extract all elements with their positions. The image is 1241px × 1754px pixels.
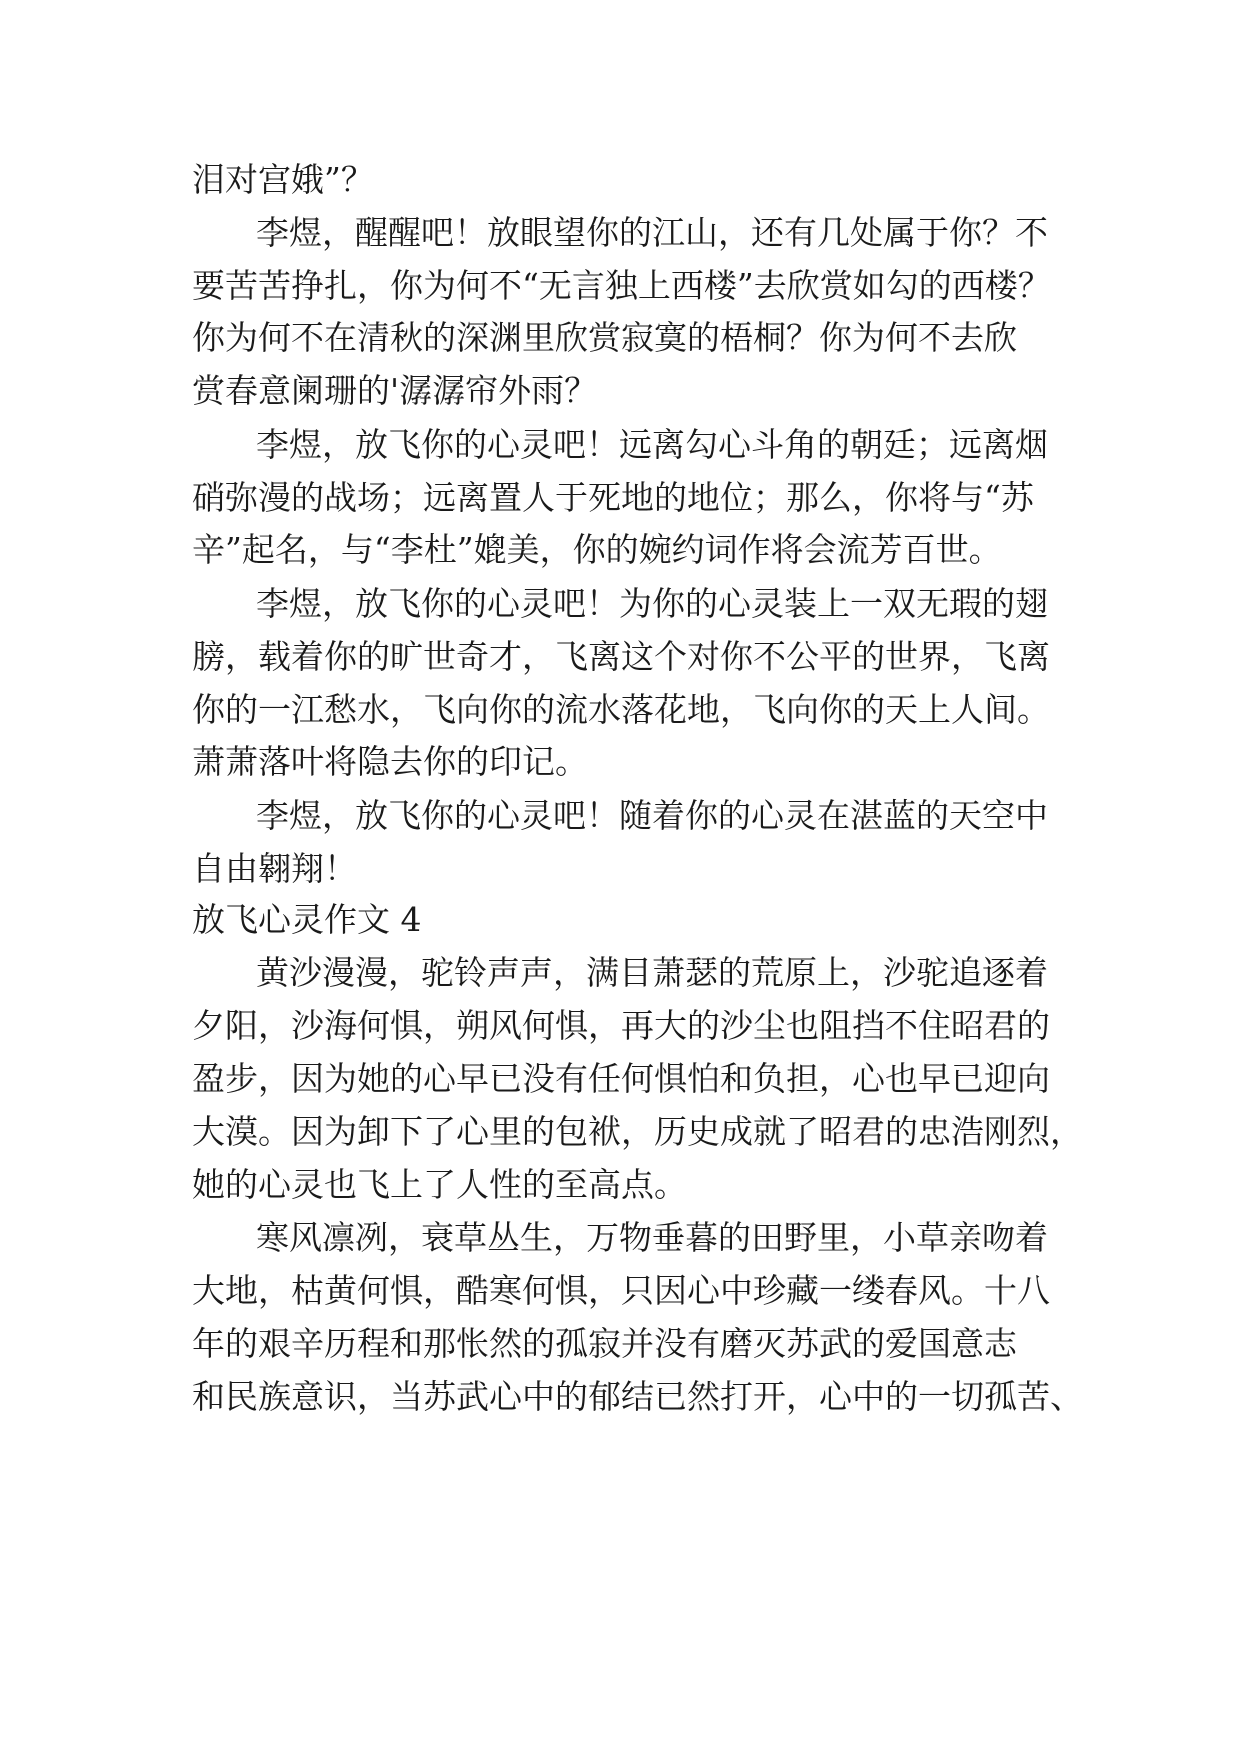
text-line: 自由翱翔！ — [192, 849, 357, 888]
paragraph-start-line: 李煜，醒醒吧！放眼望你的江山，还有几处属于你？不 — [256, 213, 1048, 252]
text-line: 泪对宫娥”？ — [192, 160, 374, 199]
text-line: 硝弥漫的战场；远离置人于死地的地位；那么，你将与“苏 — [192, 478, 1034, 517]
section-heading: 放飞心灵作文 4 — [192, 900, 422, 939]
text-line: 赏春意阑珊的'潺潺帘外雨？ — [192, 371, 598, 410]
text-line: 你的一江愁水，飞向你的流水落花地，飞向你的天上人间。 — [192, 690, 1050, 729]
text-line: 年的艰辛历程和那怅然的孤寂并没有磨灭苏武的爱国意志 — [192, 1324, 1017, 1363]
text-line: 辛”起名，与“李杜”媲美，你的婉约词作将会流芳百世。 — [192, 530, 1002, 569]
text-line: 大漠。因为卸下了心里的包袱，历史成就了昭君的忠浩刚烈， — [192, 1112, 1083, 1151]
paragraph-start-line: 寒风凛冽，衰草丛生，万物垂暮的田野里，小草亲吻着 — [256, 1218, 1048, 1257]
text-line: 大地，枯黄何惧，酷寒何惧，只因心中珍藏一缕春风。十八 — [192, 1271, 1050, 1310]
paragraph-start-line: 李煜，放飞你的心灵吧！随着你的心灵在湛蓝的天空中 — [256, 796, 1048, 835]
text-line: 夕阳，沙海何惧，朔风何惧，再大的沙尘也阻挡不住昭君的 — [192, 1006, 1050, 1045]
text-line: 她的心灵也飞上了人性的至高点。 — [192, 1165, 687, 1204]
text-line: 要苦苦挣扎，你为何不“无言独上西楼”去欣赏如勾的西楼？ — [192, 266, 1051, 305]
text-line: 萧萧落叶将隐去你的印记。 — [192, 742, 588, 781]
text-line: 膀，载着你的旷世奇才，飞离这个对你不公平的世界，飞离 — [192, 637, 1050, 676]
text-line: 你为何不在清秋的深渊里欣赏寂寞的梧桐？你为何不去欣 — [192, 318, 1017, 357]
text-line: 盈步，因为她的心早已没有任何惧怕和负担，心也早已迎向 — [192, 1059, 1050, 1098]
paragraph-start-line: 李煜，放飞你的心灵吧！为你的心灵装上一双无瑕的翅 — [256, 584, 1048, 623]
paragraph-start-line: 黄沙漫漫，驼铃声声，满目萧瑟的荒原上，沙驼追逐着 — [256, 953, 1048, 992]
paragraph-start-line: 李煜，放飞你的心灵吧！远离勾心斗角的朝廷；远离烟 — [256, 425, 1048, 464]
text-line: 和民族意识，当苏武心中的郁结已然打开，心中的一切孤苦、 — [192, 1377, 1083, 1416]
